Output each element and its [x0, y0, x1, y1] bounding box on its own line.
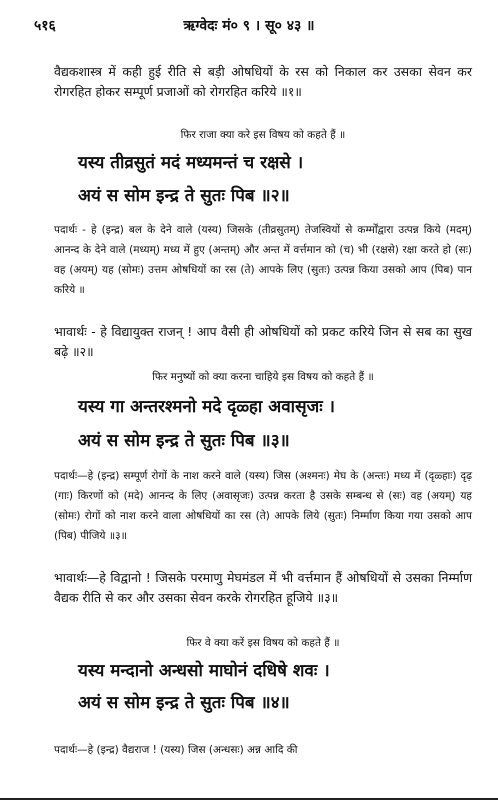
intro-line-1: फिर राजा क्या करे इस विषय को कहते हैं ॥: [180, 129, 346, 141]
padartha-3: पदार्थः—हे (इन्द्र) सम्पूर्ण रोगों के नाश करने वाले (यस्य) जिस (अश्मनः) मेघ के (अन्तः) मध्य में (दृळ्हाः) दृढ़ (गाः) किरणों को (मदे) आनन्द के लिए (अवासृजः) उत्पन्न करता है उसके सम्बन्ध से (सः) वह (अयम्) यह (सोमः) रोगों को नाश करने वाला ओषधियों का रस (ते) आपके लिये (सुतः) निर्म्माण किया गया उसको आप (पिब) पीजिये ॥३॥: [54, 470, 472, 542]
mantra-2-line-1: यस्य तीव्रसुतं मदं मध्यमन्तं च रक्षसे ।: [78, 153, 304, 173]
mantra-3-line-2: अयं स सोम इन्द्र ते सुतः पिब ॥३॥: [78, 431, 290, 451]
padartha-2: पदार्थः - हे (इन्द्र) बल के देने वाले (यस्य) जिसके (तीव्रसुतम्) तेजस्वियों से कर्म्मोंद्वारा उत्पन्न किये (मदम्) आनन्द के देने वाले (मध्यम्) मध्य में हुए (अन्तम्) और अन्त में वर्त्तमान को (च) भी (रक्षसे) रक्षा करते हो (सः) वह (अयम्) यह (सोमः) उत्तम ओषधियों का रस (ते) आपके लिए (सुतः) उत्पन्न किया उसको आप (पिब) पान करिये ॥: [54, 224, 472, 296]
page-number: ५१६: [34, 18, 56, 34]
running-title: ऋग्वेदः मं० ९ । सू० ४३ ॥: [183, 18, 315, 34]
page-bottom-rule: [0, 798, 498, 800]
mantra-3-line-1: यस्य गा अन्तरश्मनो मदे दृळ्हा अवासृजः ।: [78, 397, 335, 417]
mantra-2-line-2: अयं स सोम इन्द्र ते सुतः पिब ॥२॥: [78, 186, 290, 206]
mantra-4-line-1: यस्य मन्दानो अन्धसो माघोनं दधिषे शवः ।: [78, 661, 330, 681]
bhavartha-3: भावार्थः—हे विद्वानो ! जिसके परमाणु मेघमंडल में भी वर्त्तमान हैं ओषधियों से उसका निर्म्माण वैद्यक रीति से कर और उसका सेवन करके रोगरहित हूजिये ॥३॥: [54, 570, 472, 605]
paragraph-conclusion: वैद्यकशास्त्र में कही हुई रीति से बड़ी ओषधियों के रस को निकाल कर उसका सेवन कर रोगरहित होकर सम्पूर्ण प्रजाओं को रोगरहित करिये ॥१॥: [54, 64, 472, 99]
padartha-4: पदार्थः—हे (इन्द्र) वैद्यराज ! (यस्य) जिस (अन्धसः) अन्न आदि की: [54, 744, 298, 756]
bhavartha-2: भावार्थः - हे विद्यायुक्त राजन् ! आप वैसी ही ओषधियों को प्रकट करिये जिन से सब का सुख बढ़े ॥२॥: [54, 324, 472, 359]
mantra-4-line-2: अयं स सोम इन्द्र ते सुतः पिब ॥४॥: [78, 693, 290, 713]
intro-line-3: फिर वे क्या करें इस विषय को कहते हैं ॥: [186, 637, 340, 649]
page-header: [0, 16, 498, 42]
intro-line-2: फिर मनुष्यों को क्या करना चाहिये इस विषय को कहते हैं ॥: [152, 371, 374, 383]
